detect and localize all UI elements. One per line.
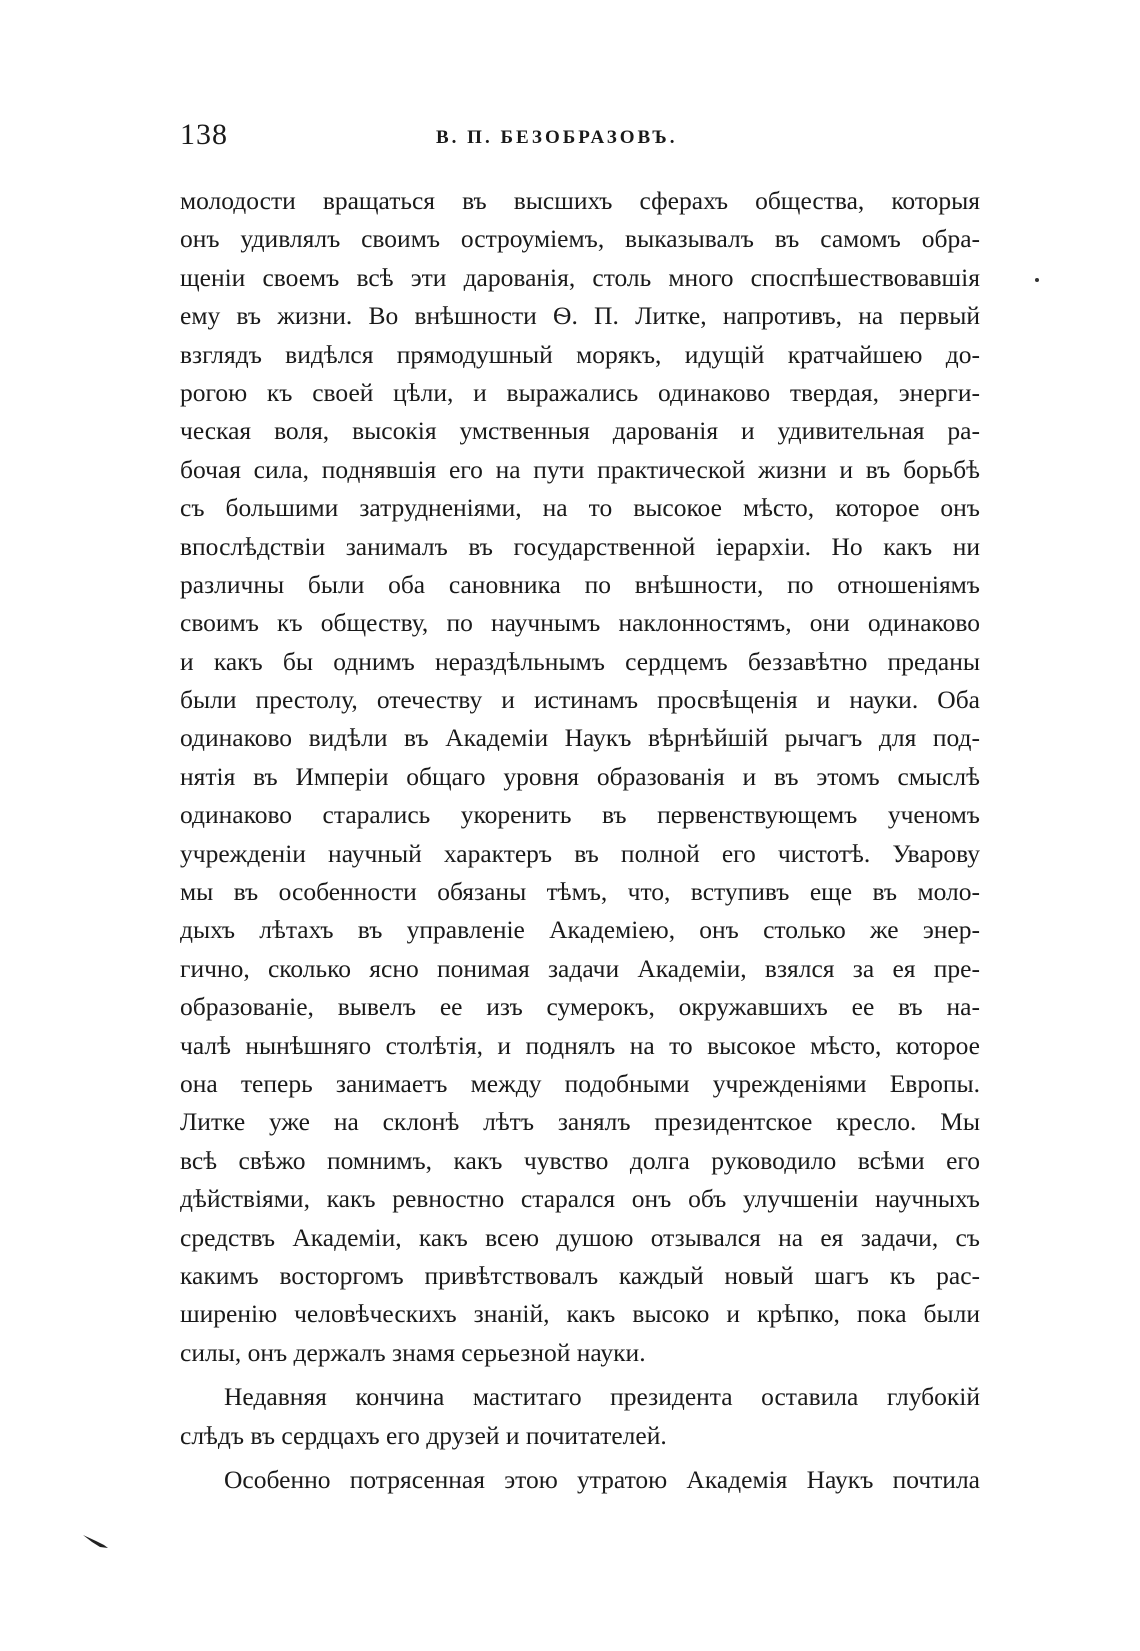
text-line: съ большими затрудненіями, на то высокое мѣсто, которое онъ [180, 493, 980, 523]
text-line: дѣйствіями, какъ ревностно старался онъ объ улучшеніи научныхъ [180, 1184, 980, 1214]
running-head: В. П. БЕЗОБРАЗОВЪ. [436, 127, 678, 148]
text-line: какимъ восторгомъ привѣтствовалъ каждый новый шагъ къ рас- [180, 1260, 980, 1290]
text-line: впослѣдствіи занималъ въ государственной іерархіи. Но какъ ни [180, 531, 980, 561]
text-line: гично, сколько ясно понимая задачи Академіи, взялся за ея пре- [180, 953, 980, 983]
page-header [180, 118, 980, 158]
text-line: Литке уже на склонѣ лѣтъ занялъ президентское кресло. Мы [180, 1107, 980, 1137]
text-line: ческая воля, высокія умственныя дарованія и удивительная ра- [180, 416, 980, 446]
text-line: средствъ Академіи, какъ всею душою отзывался на ея задачи, съ [180, 1222, 980, 1252]
text-line: и какъ бы однимъ нераздѣльнымъ сердцемъ беззавѣтно преданы [180, 646, 980, 676]
text-line: образованіе, вывелъ ее изъ сумерокъ, окружавшихъ ее въ на- [180, 992, 980, 1022]
text-line: взглядъ видѣлся прямодушный морякъ, идущій кратчайшею до- [180, 339, 980, 369]
text-line: своимъ къ обществу, по научнымъ наклонностямъ, они одинаково [180, 608, 980, 638]
text-line: ширенію человѣческихъ знаній, какъ высоко и крѣпко, пока были [180, 1299, 980, 1329]
ink-smudge-mark [82, 1533, 112, 1549]
text-line: Недавняя кончина маститаго президента оставила глубокій [224, 1382, 980, 1412]
text-line: дыхъ лѣтахъ въ управленіе Академіею, онъ столько же энер- [180, 915, 980, 945]
text-line: чалѣ нынѣшняго столѣтія, и поднялъ на то высокое мѣсто, которое [180, 1030, 980, 1060]
text-line: силы, онъ держалъ знамя серьезной науки. [180, 1337, 646, 1367]
text-line: мы въ особенности обязаны тѣмъ, что, вступивъ еще въ моло- [180, 877, 980, 907]
text-line: рогою къ своей цѣли, и выражались одинаково твердая, энерги- [180, 377, 980, 407]
body-text [180, 182, 980, 1499]
text-line: различны были оба сановника по внѣшности, по отношеніямъ [180, 569, 980, 599]
text-line: всѣ свѣжо помнимъ, какъ чувство долга руководило всѣми его [180, 1145, 980, 1175]
text-line: она теперь занимаетъ между подобными учрежденіями Европы. [180, 1068, 980, 1098]
text-line: одинаково видѣли въ Академіи Наукъ вѣрнѣйшій рычагъ для под- [180, 723, 980, 753]
text-line: бочая сила, поднявшія его на пути практической жизни и въ борьбѣ [180, 454, 980, 484]
text-line: слѣдъ въ сердцахъ его друзей и почитателей. [180, 1420, 667, 1450]
text-line: молодости вращаться въ высшихъ сферахъ общества, которыя [180, 186, 980, 215]
text-line: ему въ жизни. Во внѣшности Ѳ. П. Литке, напротивъ, на первый [180, 301, 980, 331]
paragraph [180, 1461, 980, 1499]
page-number: 138 [180, 118, 228, 151]
text-line: были престолу, отечеству и истинамъ просвѣщенія и науки. Оба [180, 685, 980, 715]
paragraph [180, 182, 980, 1372]
text-line: онъ удивлялъ своимъ остроуміемъ, выказывалъ въ самомъ обра- [180, 224, 980, 254]
paragraph [180, 1378, 980, 1455]
text-line: одинаково старались укоренить въ первенствующемъ ученомъ [180, 800, 980, 830]
text-line: нятія въ Имперіи общаго уровня образованія и въ этомъ смыслѣ [180, 761, 980, 791]
ink-dot-mark [1035, 278, 1039, 282]
text-line: Особенно потрясенная этою утратою Академія Наукъ почтила [224, 1464, 980, 1494]
text-line: щеніи своемъ всѣ эти дарованія, столь много споспѣшествовавшія [180, 262, 980, 292]
text-line: учрежденіи научный характеръ въ полной его чистотѣ. Уварову [180, 838, 980, 868]
